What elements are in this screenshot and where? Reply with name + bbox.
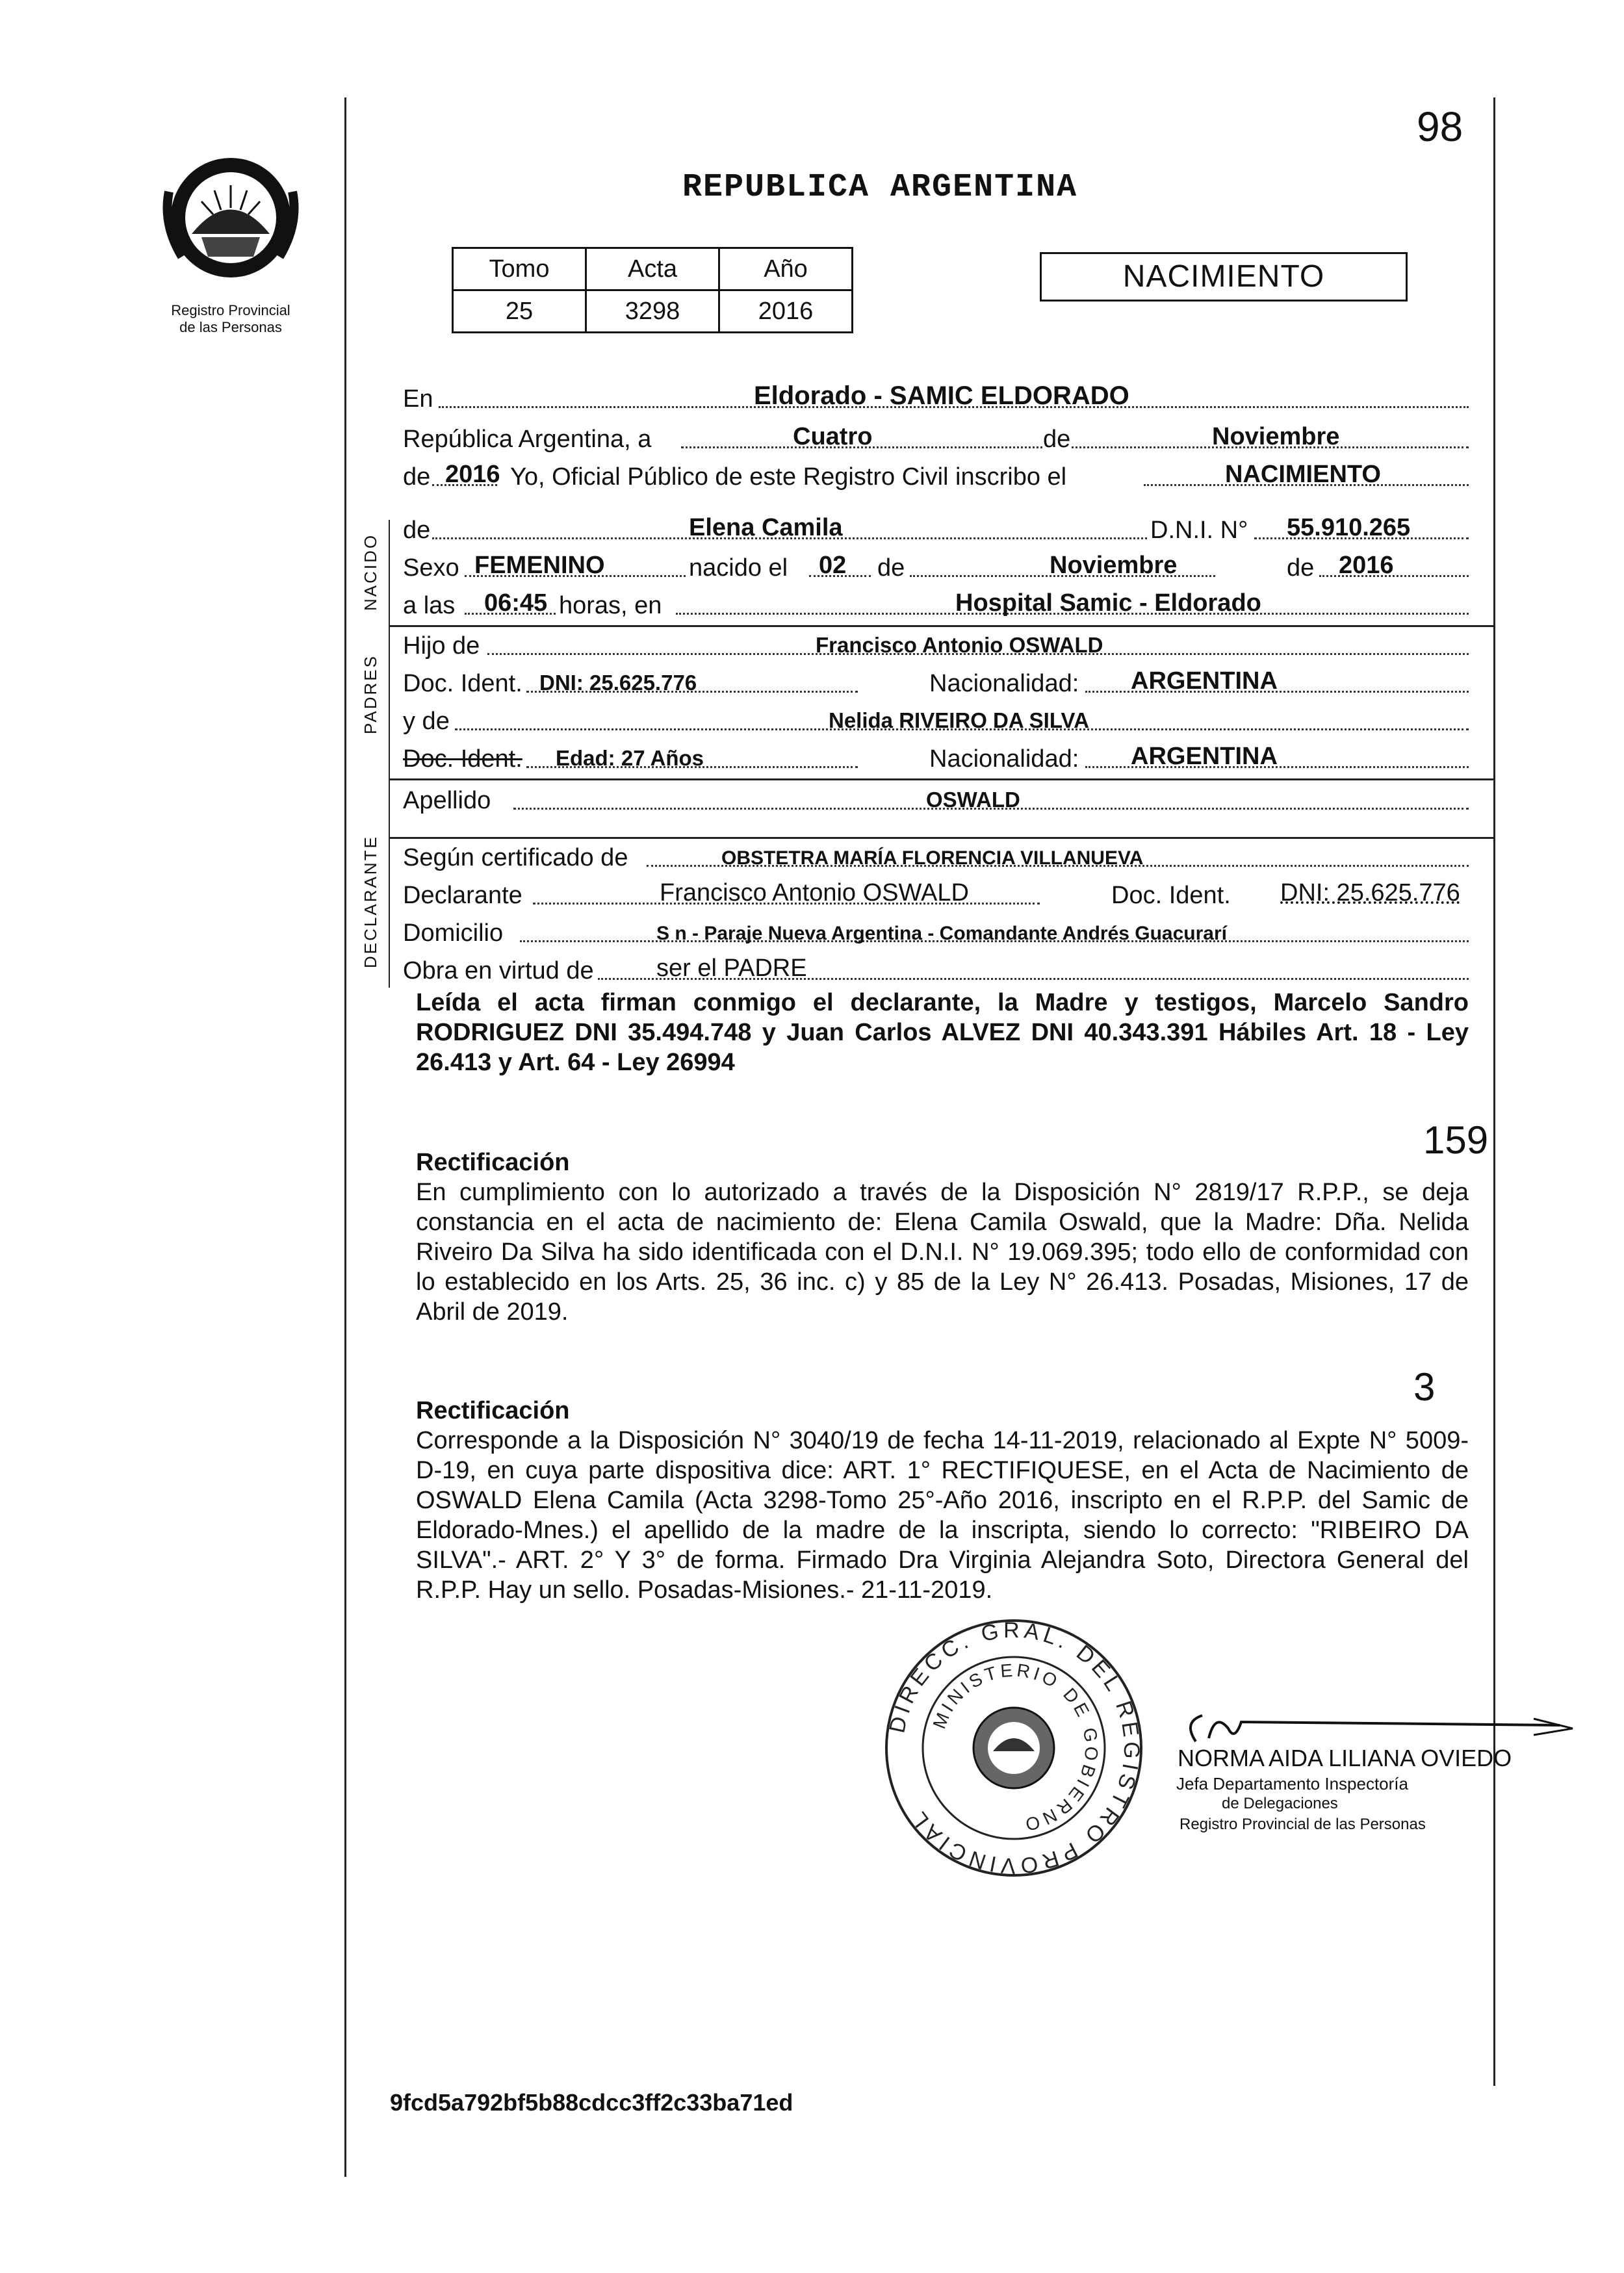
row-anio-inscripcion [403,454,1469,495]
table-header-tomo: Tomo [453,248,586,290]
value-anio: 2016 [445,461,500,488]
value-madre: Nelida RIVEIRO DA SILVA [829,708,1089,732]
rectificacion-1-text: En cumplimiento con lo autorizado a través de la Disposición N° 2819/17 R.P.P., se deja constancia en el acta de nacimiento de: Elena Camila Oswald, que la Madre: Dña. Nelida Riveiro Da Silva ha sido identificada con el D.N.I. N° 19.069.395; todo ello de conformidad con lo establecido en los Arts. 25, 36 inc. c) y 85 de la Ley N° 26.413. Posadas, Misiones, 17 de Abril de 2019. [416,1179,1469,1326]
row-lugar [403,376,1469,417]
reading-statement: Leída el acta firman conmigo el declarante, la Madre y testigos, Marcelo Sandro RODRIGUEZ DNI 35.494.748 y Juan Carlos ALVEZ DNI 40.343.391 Hábiles Art. 18 - Ley 26.413 y Art. 64 - Ley 26994 [416,989,1469,1076]
value-lugar-nacimiento: Hospital Samic - Eldorado [955,589,1261,617]
province-seal-icon [156,146,305,296]
signature-line3: de Delegaciones [1222,1795,1338,1812]
side-label-declarante: DECLARANTE [361,835,380,968]
table-value-acta: 3298 [586,290,719,333]
label-nacido-de: de [403,517,431,544]
logo-caption-line1: Registro Provincial [171,302,290,318]
table-value-anio: 2016 [719,290,853,333]
label-obra: Obra en virtud de [403,957,594,984]
value-sexo: FEMENINO [474,552,605,579]
row-declarante [403,872,1469,914]
logo-caption-line2: de las Personas [179,319,282,335]
value-nombre: Elena Camila [689,514,843,541]
value-padre-nacionalidad: ARGENTINA [1131,667,1278,695]
row-sexo [403,545,1469,586]
label-hijo-de: Hijo de [403,632,480,660]
value-tipo: NACIMIENTO [1225,461,1381,488]
value-madre-edad: Edad: 27 Años [556,746,704,770]
label-de: de [1043,426,1071,453]
label-domicilio: Domicilio [403,919,504,947]
stamp-inner-text: MINISTERIO DE GOBIERNO [929,1660,1102,1836]
label-madre-doc: Doc. Ident. [403,745,522,773]
label-de-mes: de [877,554,905,582]
value-certificado: OBSTETRA MARÍA FLORENCIA VILLANUEVA [721,847,1144,869]
side-label-padres: PADRES [361,654,380,734]
value-mes: Noviembre [1212,423,1340,450]
row-obra [403,947,1469,989]
row-madre [403,698,1469,739]
row-nombre [403,507,1469,548]
row-padre-doc [403,660,1469,702]
row-certificado [403,834,1469,876]
value-apellido: OSWALD [926,788,1020,812]
row-hora [403,582,1469,624]
label-padre-nacionalidad: Nacionalidad: [929,670,1079,697]
document-hash: 9fcd5a792bf5b88cdcc3ff2c33ba71ed [390,2089,793,2116]
value-dia-nacimiento: 02 [819,552,847,579]
value-padre-doc: DNI: 25.625.776 [539,671,697,695]
value-declarante: Francisco Antonio OSWALD [660,879,969,906]
stamp-outer-text: DIRECC. GRAL. DEL REGISTRO PROVINCIAL [884,1617,1144,1879]
value-lugar: Eldorado - SAMIC ELDORADO [754,381,1129,410]
register-type-box: NACIMIENTO [1040,252,1408,302]
value-dia: Cuatro [793,423,873,450]
label-de2: de [403,463,431,491]
label-declarante-doc: Doc. Ident. [1111,882,1231,909]
value-obra: ser el PADRE [656,955,807,982]
value-domicilio: S n - Paraje Nueva Argentina - Comandante Andrés Guacurarí [656,923,1227,944]
label-y-de: y de [403,708,450,735]
rectificacion-2-text: Corresponde a la Disposición N° 3040/19 de fecha 14-11-2019, relacionado al Expte N° 5009-D-19, en cuya parte dispositiva dice: ART. 1° RECTIFIQUESE, en el Acta de Nacimiento de OSWALD Elena Camila (Acta 3298-Tomo 25°-Año 2016, inscripto en el R.P.P. del Samic de Eldorado-Mnes.) el apellido de la madre de la inscripta, siendo lo correcto: "RIBEIRO DA SILVA".- ART. 2° Y 3° de forma. Firmado Dra Virginia Alejandra Soto, Directora General del R.P.P. Hay un sello. Posadas-Misiones.- 21-11-2019. [416,1427,1469,1604]
page-number: 98 [1417,103,1463,150]
declarante-side-line [389,838,390,986]
value-padre: Francisco Antonio OSWALD [816,633,1103,657]
row-fecha [403,416,1469,457]
row-padre [403,623,1469,664]
value-hora: 06:45 [484,589,548,617]
label-sexo: Sexo [403,554,459,582]
table-header-acta: Acta [586,248,719,290]
label-declarante: Declarante [403,882,522,909]
logo-caption [130,302,331,336]
value-dni: 55.910.265 [1287,514,1411,541]
table-value-tomo: 25 [453,290,586,333]
page-title: REPUBLICA ARGENTINA [682,169,1078,206]
label-dni: D.N.I. N° [1150,517,1248,544]
signature-name: NORMA AIDA LILIANA OVIEDO [1178,1745,1512,1771]
label-yo: Yo, Oficial Público de este Registro Civil inscribo el [510,463,1067,491]
row-madre-doc [403,736,1469,777]
label-de-anio: de [1287,554,1315,582]
value-madre-nacionalidad: ARGENTINA [1131,743,1278,770]
rectificacion-1-title: Rectificación [416,1149,570,1176]
label-madre-nacionalidad: Nacionalidad: [929,745,1079,773]
register-table [452,247,853,333]
label-republica: República Argentina, a [403,426,652,453]
rectificacion-2-title: Rectificación [416,1397,570,1424]
official-stamp [877,1612,1150,1884]
signature-line2: Jefa Departamento Inspectoría [1176,1774,1408,1793]
table-header-anio: Año [719,248,853,290]
margin-number-3: 3 [1413,1365,1436,1409]
label-en: En [403,385,433,413]
margin-number-159: 159 [1423,1118,1489,1162]
value-declarante-doc: DNI: 25.625.776 [1280,879,1460,906]
value-anio-nacimiento: 2016 [1339,552,1394,579]
right-margin-line [1493,97,1495,2086]
label-segun: Según certificado de [403,844,628,871]
registry-logo [156,146,305,296]
side-label-nacido: NACIDO [361,533,380,611]
label-nacido-el: nacido el [689,554,788,582]
label-a-las: a las [403,592,456,619]
label-apellido: Apellido [403,787,491,814]
label-padre-doc: Doc. Ident. [403,670,522,697]
row-domicilio [403,910,1469,951]
signature-line4: Registro Provincial de las Personas [1179,1816,1426,1833]
stamp-icon [877,1612,1150,1884]
label-horas-en: horas, en [559,592,662,619]
left-margin-line [344,97,346,2177]
value-mes-nacimiento: Noviembre [1050,552,1178,579]
row-apellido [403,777,1469,819]
